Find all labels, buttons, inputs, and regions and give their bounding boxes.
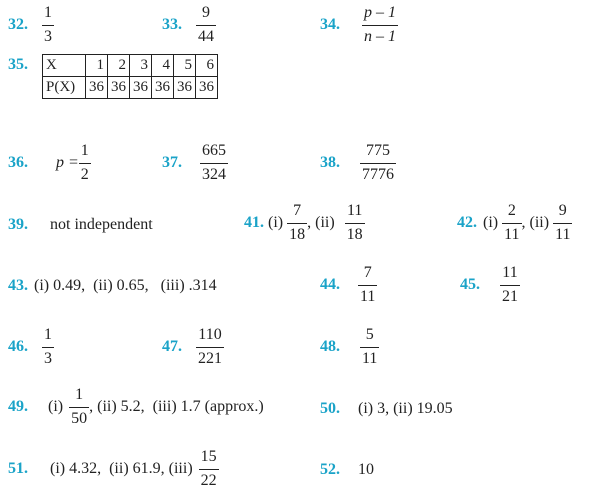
fraction bbox=[200, 142, 228, 184]
question-number: 38. bbox=[320, 154, 340, 171]
answer-text: , (ii) 5.2, (iii) 1.7 (approx.) bbox=[89, 398, 264, 415]
answer-text: 10 bbox=[358, 461, 374, 478]
fraction bbox=[42, 4, 54, 46]
separator: , (ii) bbox=[307, 214, 335, 231]
table-cell: 5 bbox=[174, 55, 196, 77]
numerator: 7 bbox=[293, 202, 302, 219]
numerator: p – 1 bbox=[364, 4, 396, 21]
answer-44 bbox=[320, 264, 377, 306]
denominator: 11 bbox=[553, 223, 572, 244]
fraction bbox=[360, 326, 379, 368]
answer-49 bbox=[8, 386, 264, 428]
question-number: 52. bbox=[320, 461, 340, 478]
denominator: 221 bbox=[196, 347, 224, 368]
numerator: 775 bbox=[366, 142, 390, 159]
numerator: 11 bbox=[502, 264, 518, 281]
question-number: 35. bbox=[8, 56, 28, 73]
table-cell: 2 bbox=[108, 55, 130, 77]
numerator: 1 bbox=[75, 386, 84, 403]
table-cell: X bbox=[43, 55, 86, 77]
answer-35 bbox=[8, 54, 218, 99]
table-row-x bbox=[43, 55, 218, 77]
table-cell: 4 bbox=[152, 55, 174, 77]
answer-36 bbox=[8, 142, 91, 184]
denominator: 18 bbox=[345, 223, 365, 244]
numerator: 1 bbox=[44, 4, 52, 21]
numerator: 1 bbox=[80, 142, 89, 159]
question-number: 50. bbox=[320, 400, 340, 417]
fraction bbox=[358, 264, 377, 306]
table-cell: 36 bbox=[196, 77, 218, 99]
denominator: 18 bbox=[287, 223, 307, 244]
question-number: 41. bbox=[244, 214, 264, 231]
table-cell: 6 bbox=[196, 55, 218, 77]
denominator: 11 bbox=[502, 223, 521, 244]
fraction bbox=[196, 326, 224, 368]
question-number: 47. bbox=[162, 338, 182, 355]
part-label: (i) bbox=[268, 214, 284, 231]
table-cell: 36 bbox=[174, 77, 196, 99]
answer-34 bbox=[320, 4, 398, 46]
fraction bbox=[553, 202, 572, 244]
part-label: (i) bbox=[483, 214, 499, 231]
fraction bbox=[345, 202, 365, 244]
fraction bbox=[196, 4, 216, 46]
numerator: 1 bbox=[44, 326, 52, 343]
denominator: n – 1 bbox=[362, 25, 398, 46]
answer-text: not independent bbox=[50, 216, 153, 233]
answer-37 bbox=[162, 142, 228, 184]
denominator: 3 bbox=[42, 347, 54, 368]
numerator: 2 bbox=[507, 202, 516, 219]
table-cell: P(X) bbox=[43, 77, 86, 99]
question-number: 48. bbox=[320, 338, 340, 355]
answer-38 bbox=[320, 142, 396, 184]
denominator: 44 bbox=[196, 25, 216, 46]
table-cell: 1 bbox=[86, 55, 108, 77]
denominator: 21 bbox=[500, 285, 520, 306]
fraction bbox=[79, 142, 91, 184]
question-number: 49. bbox=[8, 398, 28, 415]
numerator: 110 bbox=[198, 326, 222, 343]
denominator: 11 bbox=[358, 285, 377, 306]
question-number: 46. bbox=[8, 338, 28, 355]
answer-46 bbox=[8, 326, 54, 368]
answer-text: (i) 0.49, (ii) 0.65, (iii) .314 bbox=[34, 277, 217, 294]
answer-45 bbox=[460, 264, 520, 306]
table-cell: 3 bbox=[130, 55, 152, 77]
question-number: 34. bbox=[320, 16, 340, 33]
numerator: 7 bbox=[363, 264, 372, 281]
denominator: 7776 bbox=[360, 163, 396, 184]
part-label: (i) bbox=[48, 398, 64, 415]
numerator: 9 bbox=[202, 4, 210, 21]
answer-42 bbox=[457, 202, 572, 244]
fraction bbox=[287, 202, 307, 244]
fraction bbox=[42, 326, 54, 368]
answer-43 bbox=[8, 277, 217, 295]
denominator: 2 bbox=[79, 163, 91, 184]
numerator: 15 bbox=[200, 448, 217, 465]
table-cell: 36 bbox=[152, 77, 174, 99]
fraction bbox=[500, 264, 520, 306]
denominator: 11 bbox=[360, 347, 379, 368]
probability-table bbox=[42, 54, 218, 99]
numerator: 665 bbox=[202, 142, 226, 159]
answer-text: (i) 3, (ii) 19.05 bbox=[358, 400, 453, 417]
table-cell: 36 bbox=[108, 77, 130, 99]
equation-lhs: p = bbox=[56, 154, 79, 171]
question-number: 32. bbox=[8, 16, 28, 33]
question-number: 42. bbox=[457, 214, 477, 231]
answer-41 bbox=[244, 202, 365, 244]
answer-52 bbox=[320, 461, 374, 479]
denominator: 50 bbox=[69, 407, 89, 428]
denominator: 22 bbox=[199, 469, 219, 490]
answer-50 bbox=[320, 400, 453, 418]
fraction bbox=[69, 386, 89, 428]
numerator: 9 bbox=[558, 202, 567, 219]
answer-32 bbox=[8, 4, 54, 46]
question-number: 43. bbox=[8, 277, 28, 294]
answer-39 bbox=[8, 216, 153, 234]
answer-48 bbox=[320, 326, 379, 368]
question-number: 37. bbox=[162, 154, 182, 171]
question-number: 44. bbox=[320, 276, 340, 293]
separator: , (ii) bbox=[521, 214, 550, 231]
question-number: 36. bbox=[8, 154, 28, 171]
fraction bbox=[360, 142, 396, 184]
answer-text: (i) 4.32, (ii) 61.9, (iii) bbox=[50, 460, 193, 477]
answer-51 bbox=[8, 448, 219, 490]
question-number: 33. bbox=[162, 16, 182, 33]
fraction bbox=[199, 448, 219, 490]
table-cell: 36 bbox=[86, 77, 108, 99]
numerator: 5 bbox=[365, 326, 374, 343]
numerator: 11 bbox=[346, 202, 363, 219]
table-cell: 36 bbox=[130, 77, 152, 99]
answer-47 bbox=[162, 326, 224, 368]
denominator: 3 bbox=[42, 25, 54, 46]
question-number: 39. bbox=[8, 216, 28, 233]
fraction bbox=[362, 4, 398, 46]
question-number: 45. bbox=[460, 276, 480, 293]
question-number: 51. bbox=[8, 460, 28, 477]
fraction bbox=[502, 202, 521, 244]
denominator: 324 bbox=[200, 163, 228, 184]
table-row-px bbox=[43, 77, 218, 99]
answer-33 bbox=[162, 4, 216, 46]
